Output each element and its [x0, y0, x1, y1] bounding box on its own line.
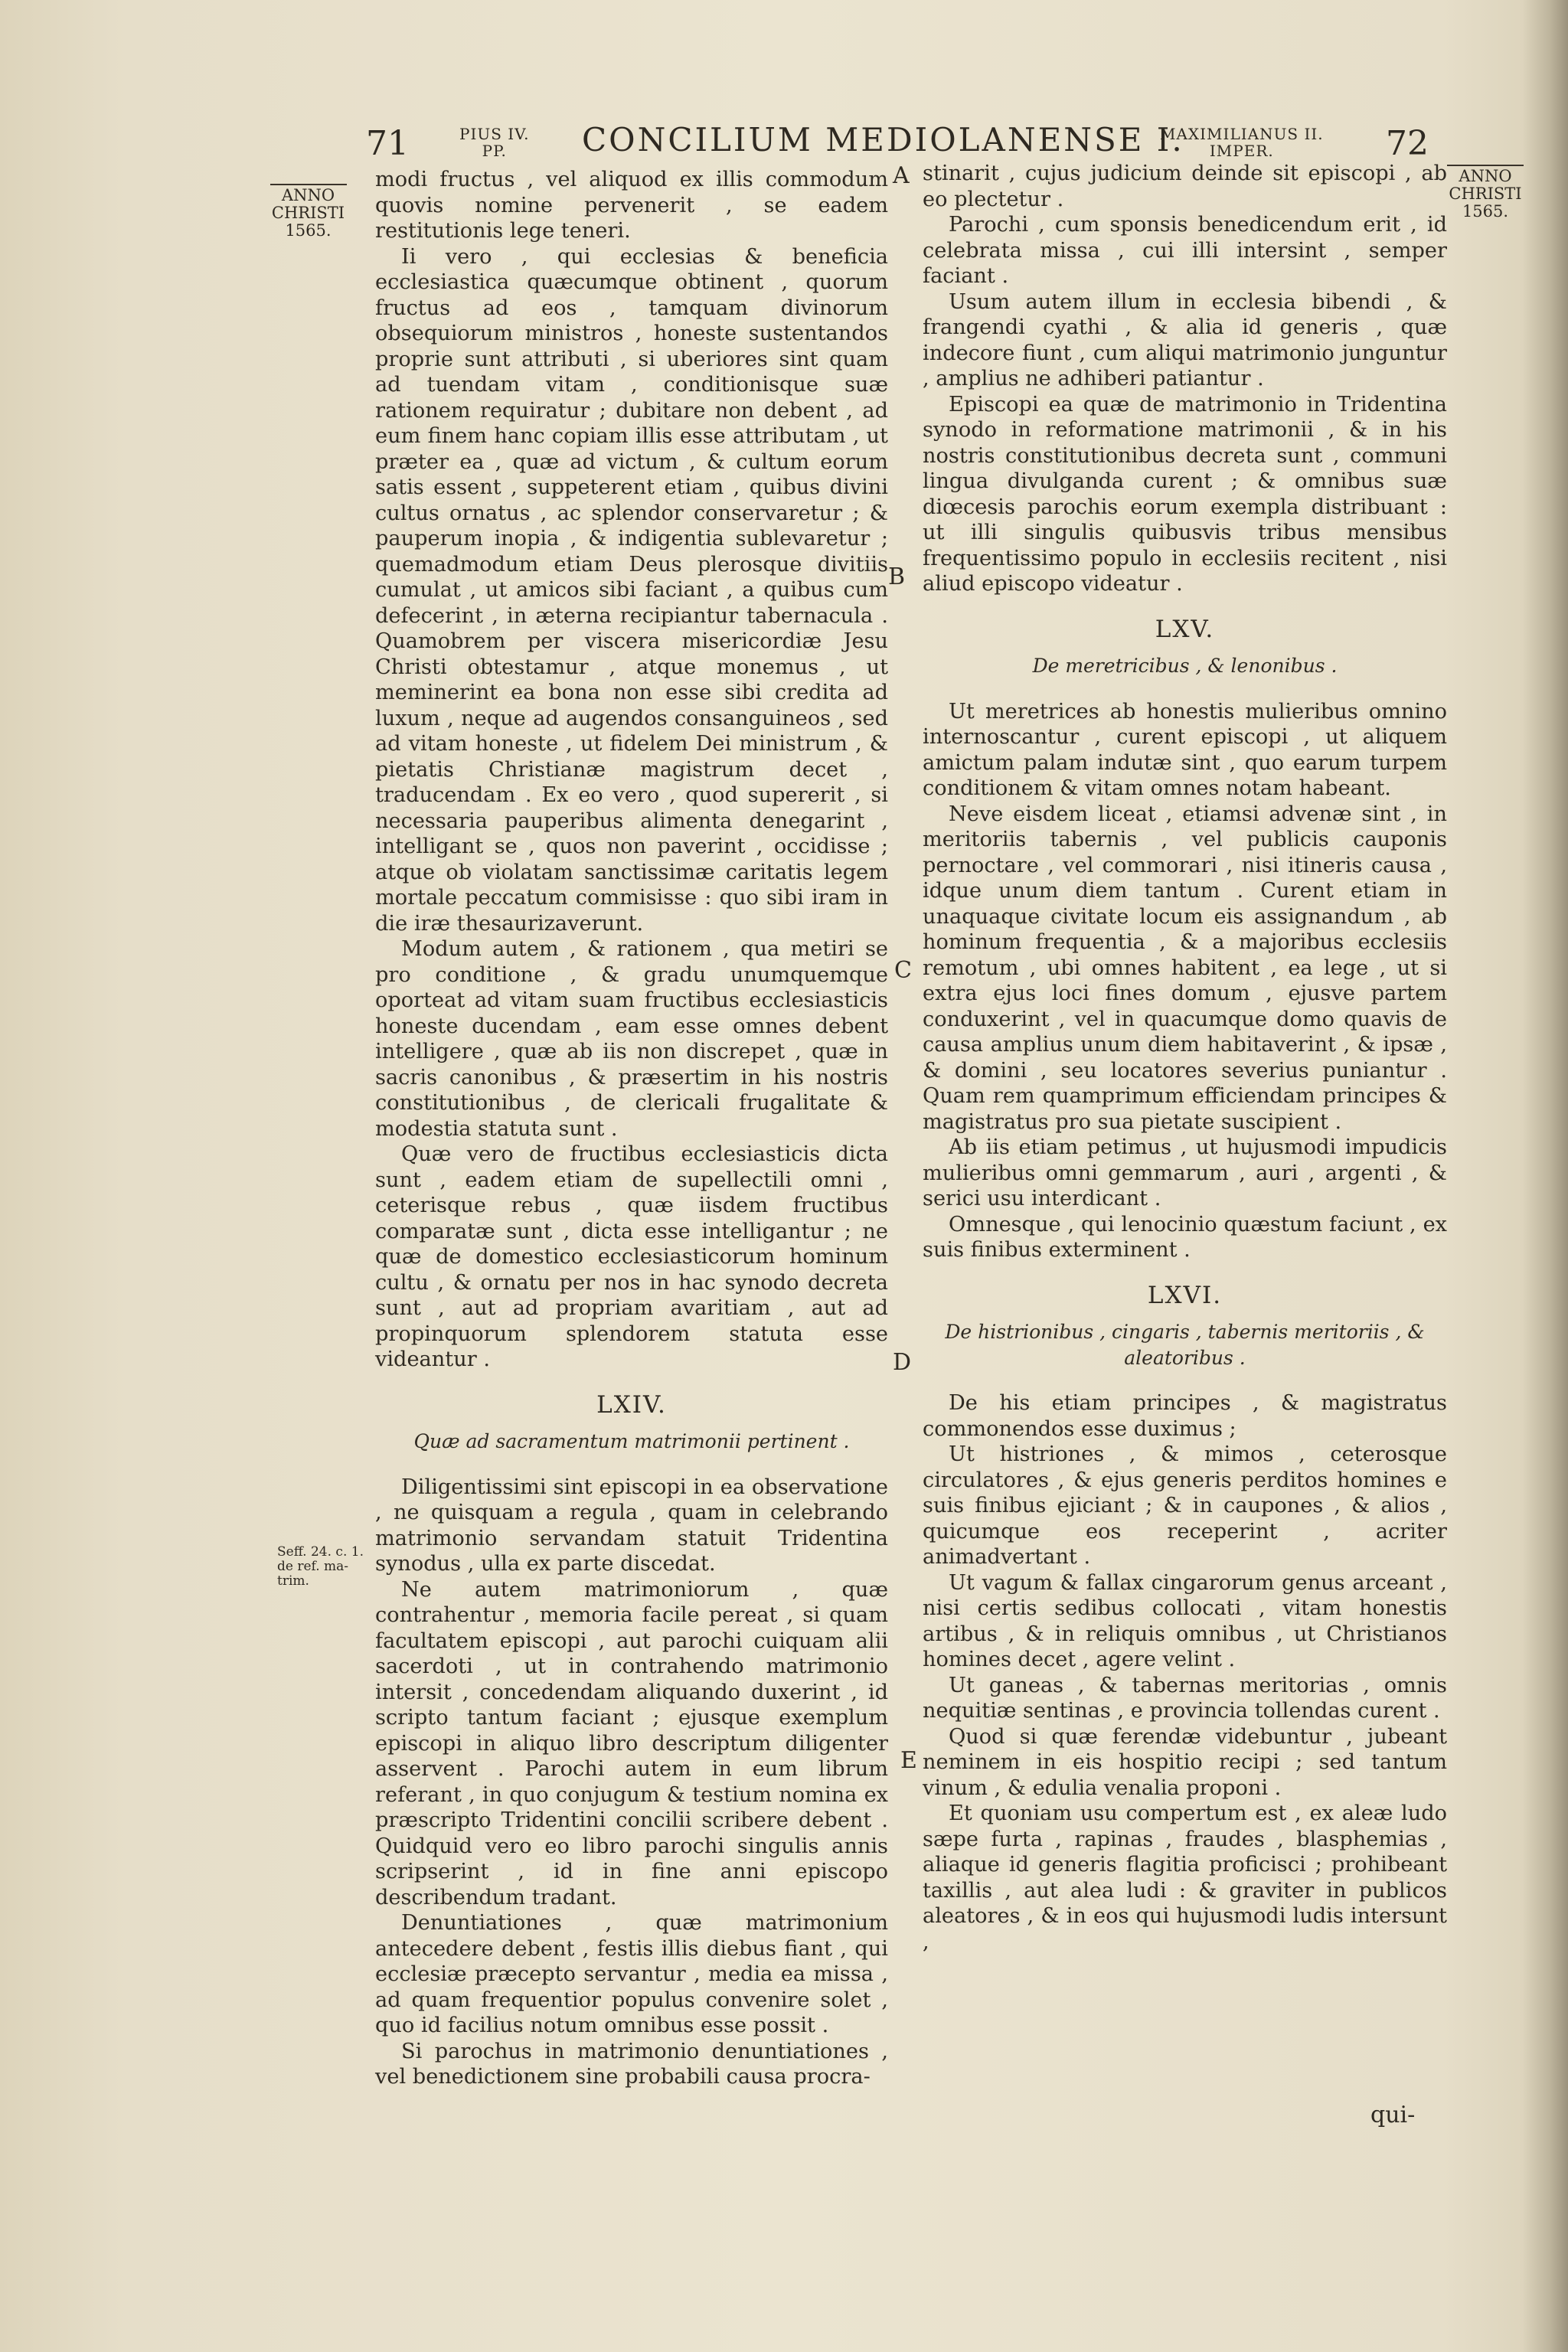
- section-number-lxiv: LXIV.: [596, 1390, 667, 1419]
- paragraph: modi fructus , vel aliquod ex illis commodum quovis nomine pervenerit , se eadem restitutionis lege teneri.: [375, 168, 888, 243]
- emperor-label: MAXIMILIANUS II. IMPER.: [1160, 125, 1324, 160]
- catchword: qui-: [1370, 2102, 1416, 2128]
- section-letter-a: A: [893, 162, 910, 189]
- paragraph: Parochi , cum sponsis benedicendum erit , id celebrata missa , cui illi intersint , semper faciant .: [923, 213, 1447, 288]
- paragraph: De his etiam principes , & magistratus commonendos esse duximus ;: [923, 1391, 1447, 1441]
- section-title-lxv: De meretricibus , & lenonibus .: [1032, 655, 1338, 677]
- section-letter-e: E: [900, 1747, 917, 1774]
- paragraph: Quæ vero de fructibus ecclesiasticis dicta sunt , eadem etiam de supellectili omni , ceterisque rebus , quæ iisdem fructibus comparatæ sunt , dicta esse intelligantur ; ne quæ de domestico ecclesiasticorum hominum cultu , & ornatu per nos in hac synodo decreta sunt , aut ad propriam avaritiam , aut ad propinquorum splendorem statuta esse videantur .: [375, 1142, 888, 1371]
- paragraph: Usum autem illum in ecclesia bibendi , & frangendi cyathi , & alia id generis , quæ indecore fiunt , cum aliqui matrimonio junguntur , amplius ne adhiberi patiantur .: [923, 289, 1447, 390]
- paragraph: Ab iis etiam petimus , ut hujusmodi impudicis mulieribus omni gemmarum , auri , argenti , & serici usu interdicant .: [923, 1135, 1447, 1210]
- paragraph: Quod si quæ ferendæ videbuntur , jubeant neminem in eis hospitio recipi ; sed tantum vinum , & edulia venalia proponi .: [923, 1724, 1447, 1800]
- paragraph: Et quoniam usu compertum est , ex aleæ ludo sæpe furta , rapinas , fraudes , blasphemias , aliaque id generis flagitia proficisci ; prohibeant taxillis , aut alea ludi : & graviter in publicos aleatores , & in eos qui hujusmodi ludis intersunt ,: [923, 1802, 1447, 1954]
- page-number-left: 71: [366, 124, 409, 163]
- paragraph: Ii vero , qui ecclesias & beneficia ecclesiastica quæcumque obtinent , quorum fructus ad eos , tamquam divinorum obsequiorum ministros , honeste sustentandos proprie sunt attributi , si uberiores sint quam ad tuendam vitam , conditionisque suæ rationem requiratur ; dubitare non debent , ad eum finem hanc copiam illis esse attributam , ut præter ea , quæ ad victum , & cultum eorum satis essent , suppeterent etiam , quibus divini cultus ornatus , ac splendor conservaretur ; & pauperum inopia , & indigentia sublevaretur ; quemadmodum etiam Deus plerosque divitiis cumulat , ut amicos sibi faciant , a quibus cum defecerint , in æterna recipiantur tabernacula . Quamobrem per viscera misericordiæ Jesu Christi obtestamur , atque monemus , ut meminerint ea bona non esse sibi credita ad luxum , neque ad augendos consanguineos , sed ad vitam honeste , ut fidelem Dei ministrum , & pietatis Christianæ magistrum decet , traducendam . Ex eo vero , quod supererit , si necessaria pauperibus alimenta denegarint , intelligant se , quos non paverint , occidisse ; atque ob violatam sanctissimæ caritatis legem mortale peccatum commisisse : quo sibi iram in die iræ thesaurizaverunt.: [375, 244, 888, 936]
- section-letter-d: D: [893, 1349, 912, 1376]
- pope-label: PIUS IV. PP.: [459, 125, 530, 160]
- paragraph: Ut meretrices ab honestis mulieribus omnino internoscantur , curent episcopi , ut aliquem amictum palam indutæ sint , quo earum turpem conditionem & vitam omnes notam habeant.: [923, 699, 1447, 800]
- section-letter-b: B: [888, 564, 906, 590]
- anno-christi-right: ANNO CHRISTI 1565.: [1439, 165, 1531, 220]
- page-title: CONCILIUM MEDIOLANENSE I.: [582, 121, 1184, 158]
- section-number-lxv: LXV.: [1155, 615, 1215, 643]
- paragraph: Si parochus in matrimonio denuntiationes , vel benedictionem sine probabili causa procra-: [375, 2039, 888, 2089]
- paragraph: Modum autem , & rationem , qua metiri se pro conditione , & gradu unumquemque oporteat ad vitam suam fructibus ecclesiasticis honeste ducendam , eam esse omnes debent intelligere , quæ ab iis non discrepet , quæ in sacris canonibus , & præsertim in his nostris constitutionibus , de clericali frugalitate & modestia statuta sunt .: [375, 937, 888, 1141]
- right-column: [923, 161, 1447, 1955]
- paragraph: Episcopi ea quæ de matrimonio in Tridentina synodo in reformatione matrimonii , & in his nostris constitutionibus decreta sunt , communi lingua divulganda curent ; & omnibus suæ diœcesis parochis eorum exempla distribuant : ut illi singulis quibusvis tribus mensibus frequentissimo populo in ecclesiis recitent , nisi aliud episcopo videatur .: [923, 392, 1447, 596]
- margin-reference-note: Seff. 24. c. 1. de ref. ma- trim.: [277, 1544, 364, 1589]
- section-title-lxiv: Quæ ad sacramentum matrimonii pertinent .: [413, 1430, 850, 1452]
- paragraph: stinarit , cujus judicium deinde sit episcopi , ab eo plectetur .: [923, 162, 1447, 211]
- paragraph: Omnesque , qui lenocinio quæstum faciunt , ex suis finibus exterminent .: [923, 1212, 1447, 1262]
- paragraph: Ut histriones , & mimos , ceterosque circulatores , & ejus generis perditos homines e suis finibus ejiciant ; & in caupones , & alios , quicumque eos receperint , acriter animadvertant .: [923, 1442, 1447, 1569]
- section-number-lxvi: LXVI.: [1147, 1281, 1223, 1309]
- paragraph: Denuntiationes , quæ matrimonium antecedere debent , festis illis diebus fiant , qui ecclesiæ præcepto servantur , media ea missa , ad quam frequentior populus convenire solet , quo id facilius notum omnibus esse possit .: [375, 1911, 888, 2037]
- anno-christi-left: ANNO CHRISTI 1565.: [260, 184, 356, 240]
- paragraph: Neve eisdem liceat , etiamsi advenæ sint , in meritoriis tabernis , vel publicis cauponis pernoctare , vel commorari , nisi itineris causa , idque unum diem tantum . Curent etiam in unaquaque civitate locum eis assignandum , ab hominum frequentia , & a majoribus ecclesiis remotum , ubi omnes habitent , ea lege , ut si extra ejus loci fines domum , ejusve partem conduxerint , vel in quacumque domo quavis de causa amplius unum diem habitaverint , & ipsæ , & domini , seu locatores severius puniantur . Quam rem quamprimum efficiendam principes & magistratus pro sua pietate suscipient .: [923, 802, 1447, 1134]
- page-number-right: 72: [1386, 124, 1429, 163]
- paragraph: Ut ganeas , & tabernas meritorias , omnis nequitiæ sentinas , e provincia tollendas curent .: [923, 1673, 1447, 1723]
- left-column: [375, 167, 888, 2090]
- paragraph: Ne autem matrimoniorum , quæ contrahentur , memoria facile pereat , si quam facultatem episcopi , aut parochi cuiquam alii sacerdoti , ut in contrahendo matrimonio intersit , concedendam aliquando duxerint , id scripto tantum faciant ; ejusque exemplum episcopi in aliquo libro descriptum diligenter asservent . Parochi autem in eum librum referant , in quo conjugum & testium nomina ex præscripto Tridentini concilii scribere debent . Quidquid vero eo libro parochi singulis annis scripserint , id in fine anni episcopo describendum tradant.: [375, 1577, 888, 1909]
- section-letter-c: C: [894, 957, 912, 984]
- page-edge-shadow: [1522, 0, 1568, 2352]
- paragraph: Diligentissimi sint episcopi in ea observatione , ne quisquam a regula , quam in celebrando matrimonio servandam statuit Tridentina synodus , ulla ex parte discedat.: [375, 1475, 888, 1576]
- section-title-lxvi: De histrionibus , cingaris , tabernis meritoriis , & aleatoribus .: [945, 1321, 1425, 1369]
- paragraph: Ut vagum & fallax cingarorum genus arceant , nisi certis sedibus collocati , vitam honestis artibus , & in reliquis omnibus , ut Christianos homines decet , agere velint .: [923, 1570, 1447, 1671]
